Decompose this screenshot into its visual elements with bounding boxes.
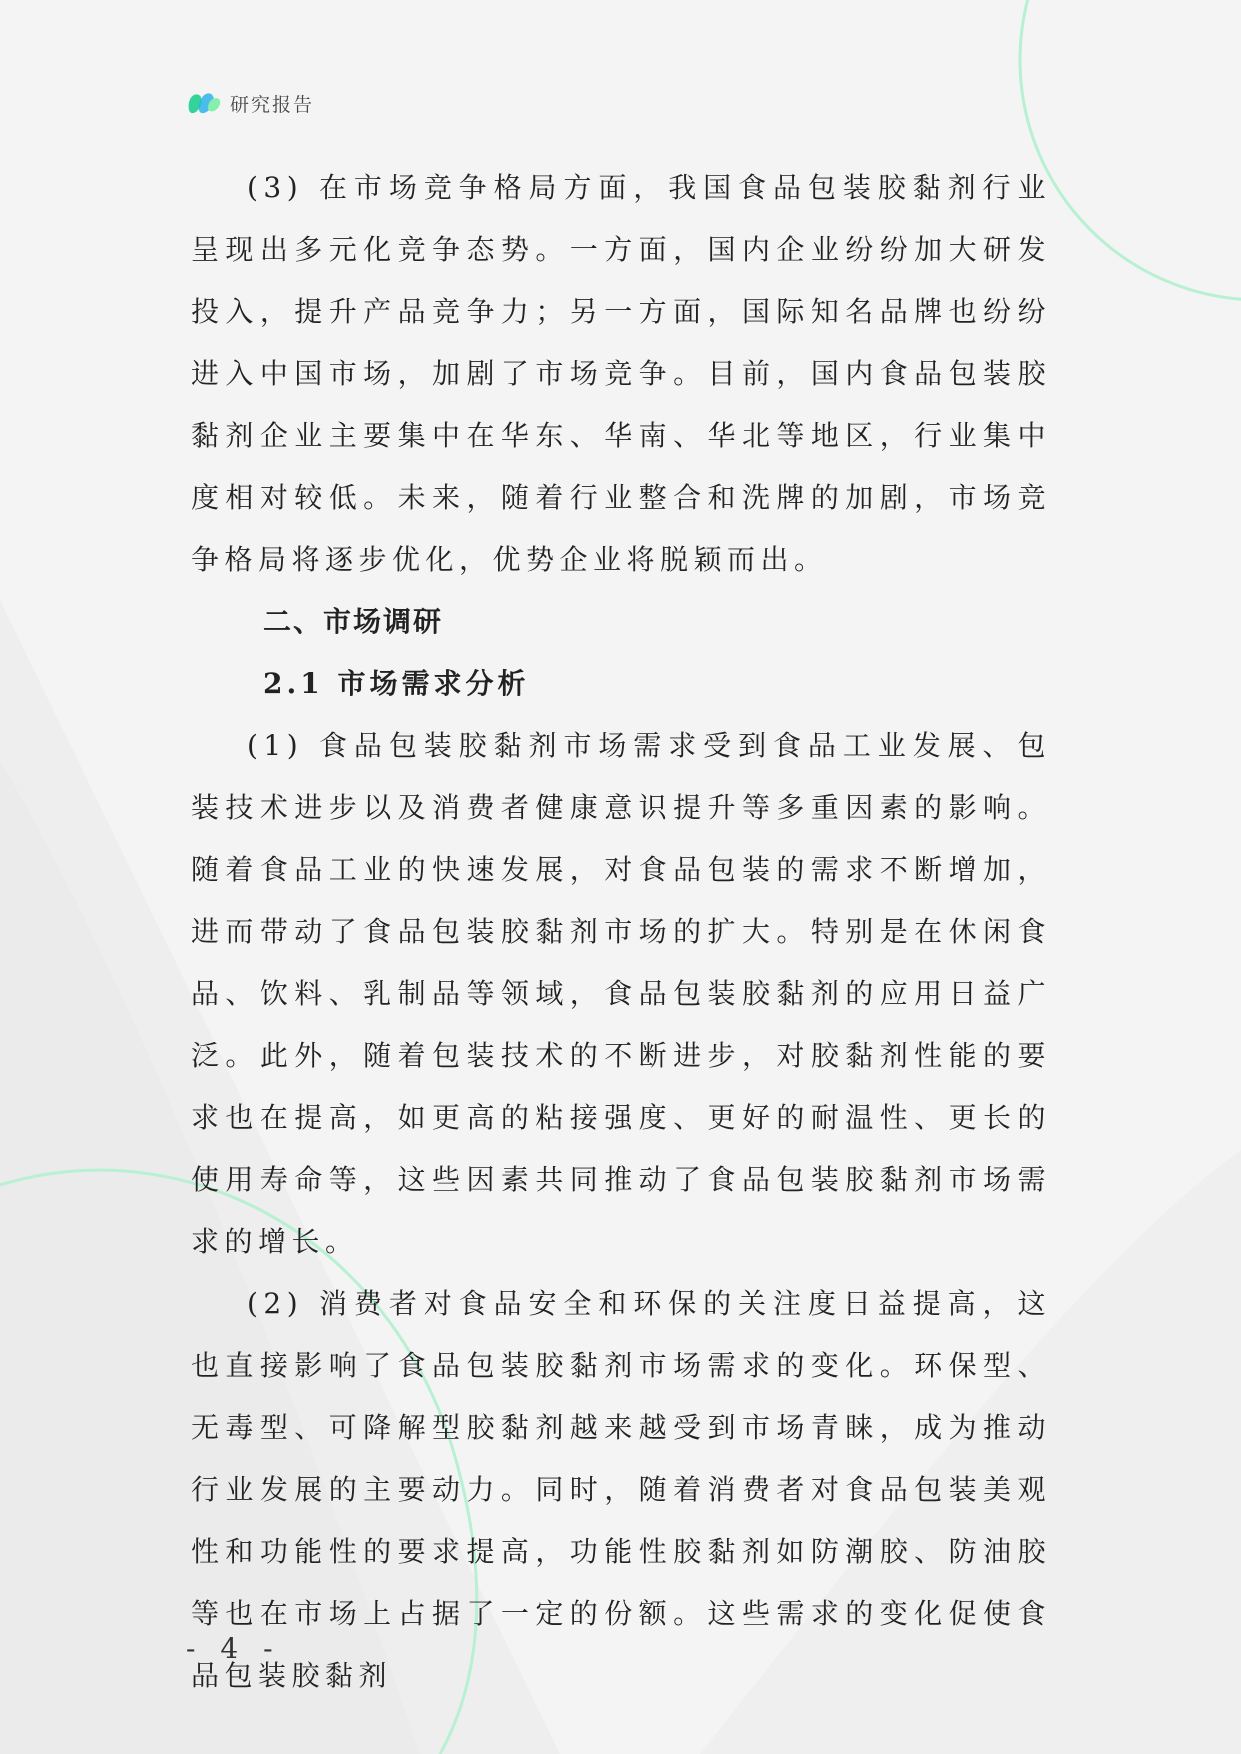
page-header — [186, 88, 314, 118]
page-number: - 4 - — [186, 1632, 281, 1665]
paragraph-demand-1: (1) 食品包装胶黏剂市场需求受到食品工业发展、包装技术进步以及消费者健康意识提升等多重因素的影响。随着食品工业的快速发展，对食品包装的需求不断增加，进而带动了食品包装胶黏剂市场的扩大。特别是在休闲食品、饮料、乳制品等领域，食品包装胶黏剂的应用日益广泛。此外，随着包装技术的不断进步，对胶黏剂性能的要求也在提高，如更高的粘接强度、更好的耐温性、更长的使用寿命等，这些因素共同推动了食品包装胶黏剂市场需求的增长。 — [191, 729, 1051, 1258]
report-logo-icon — [186, 88, 222, 118]
paragraph-demand-2: (2) 消费者对食品安全和环保的关注度日益提高，这也直接影响了食品包装胶黏剂市场需求的变化。环保型、无毒型、可降解型胶黏剂越来越受到市场青睐，成为推动行业发展的主要动力。同时，随着消费者对食品包装美观性和功能性的要求提高，功能性胶黏剂如防潮胶、防油胶等也在市场上占据了一定的份额。这些需求的变化促使食品包装胶黏剂 — [191, 1287, 1051, 1692]
paragraph-competition: (3) 在市场竞争格局方面，我国食品包装胶黏剂行业呈现出多元化竞争态势。一方面，国内企业纷纷加大研发投入，提升产品竞争力；另一方面，国际知名品牌也纷纷进入中国市场，加剧了市场竞争。目前，国内食品包装胶黏剂企业主要集中在华东、华南、华北等地区，行业集中度相对较低。未来，随着行业整合和洗牌的加剧，市场竞争格局将逐步优化，优势企业将脱颖而出。 — [191, 171, 1051, 576]
section-heading: 二、市场调研 — [263, 605, 444, 638]
subsection-heading: 2.1 市场需求分析 — [263, 667, 530, 700]
header-title: 研究报告 — [230, 93, 315, 116]
report-body — [191, 157, 1051, 1707]
